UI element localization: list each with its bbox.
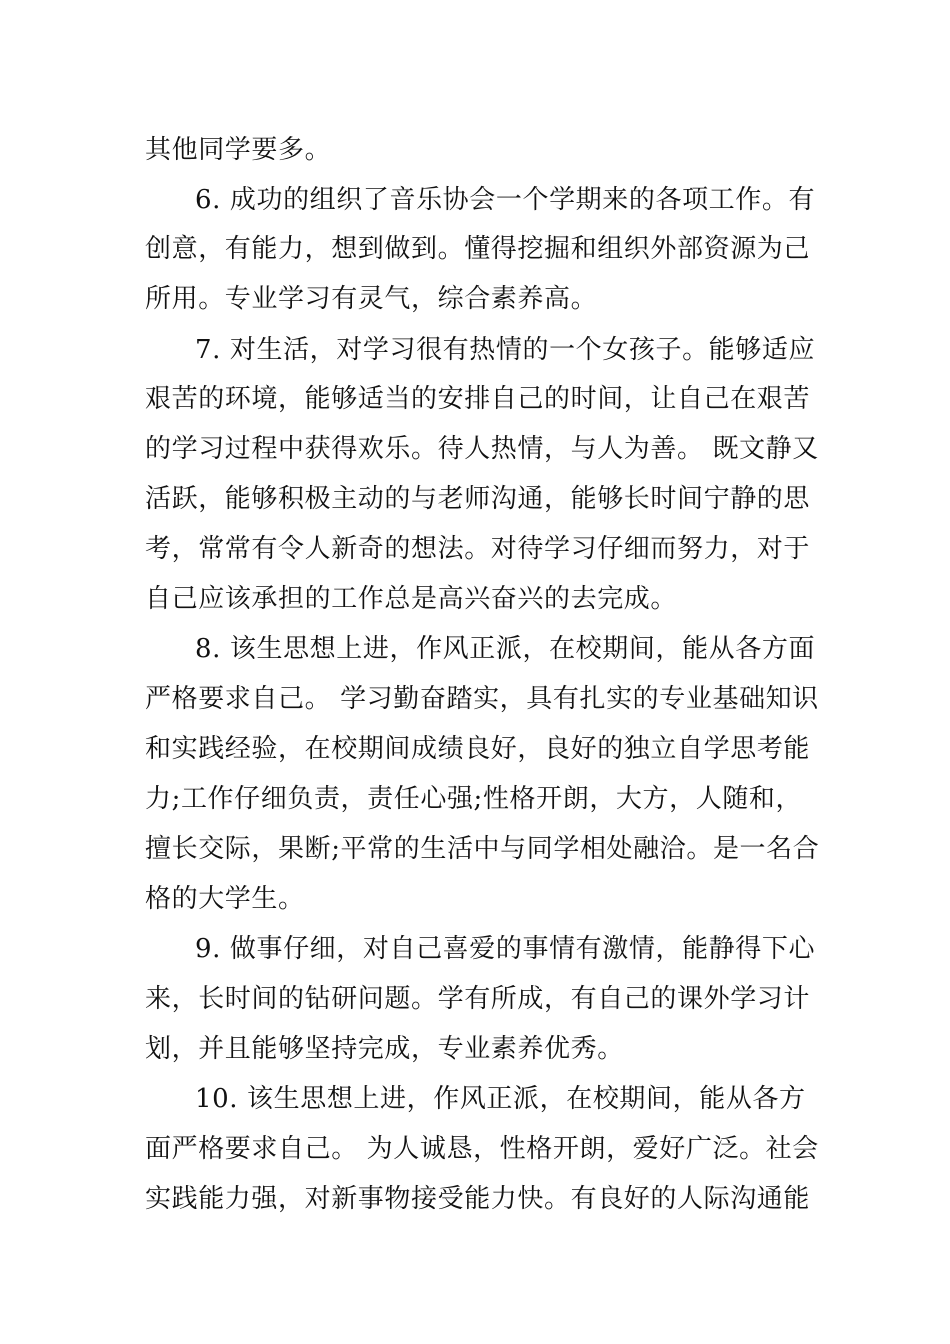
paragraph-7-line: 7. 对生活，对学习很有热情的一个女孩子。能够适应 bbox=[195, 335, 816, 365]
paragraph-8-line: 8. 该生思想上进，作风正派，在校期间，能从各方面 bbox=[195, 634, 816, 664]
text-line: 严格要求自己。 学习勤奋踏实，具有扎实的专业基础知识 bbox=[145, 684, 819, 714]
text-line: 擅长交际，果断;平常的生活中与同学相处融洽。是一名合 bbox=[145, 834, 820, 864]
text-line: 自己应该承担的工作总是高兴奋兴的去完成。 bbox=[145, 584, 678, 614]
text-line: 的学习过程中获得欢乐。待人热情，与人为善。 既文静又 bbox=[145, 434, 819, 464]
text-line: 其他同学要多。 bbox=[145, 135, 332, 165]
text-line: 格的大学生。 bbox=[145, 884, 305, 914]
paragraph-10-line: 10. 该生思想上进，作风正派，在校期间，能从各方 bbox=[195, 1084, 806, 1114]
text-line: 面严格要求自己。 为人诚恳，性格开朗，爱好广泛。社会 bbox=[145, 1134, 819, 1164]
text-line: 和实践经验，在校期间成绩良好，良好的独立自学思考能 bbox=[145, 734, 811, 764]
text-line: 力;工作仔细负责，责任心强;性格开朗，大方，人随和， bbox=[145, 784, 803, 814]
text-line: 所用。专业学习有灵气，综合素养高。 bbox=[145, 284, 598, 314]
text-line: 创意，有能力，想到做到。懂得挖掘和组织外部资源为己 bbox=[145, 234, 811, 264]
paragraph-9-line: 9. 做事仔细，对自己喜爱的事情有激情，能静得下心 bbox=[195, 934, 816, 964]
text-line: 活跃，能够积极主动的与老师沟通，能够长时间宁静的思 bbox=[145, 484, 811, 514]
text-line: 考，常常有令人新奇的想法。对待学习仔细而努力，对于 bbox=[145, 534, 811, 564]
text-line: 划，并且能够坚持完成，专业素养优秀。 bbox=[145, 1034, 624, 1064]
text-line: 实践能力强，对新事物接受能力快。有良好的人际沟通能 bbox=[145, 1184, 811, 1214]
text-line: 来，长时间的钻研问题。学有所成，有自己的课外学习计 bbox=[145, 984, 811, 1014]
text-line: 艰苦的环境，能够适当的安排自己的时间，让自己在艰苦 bbox=[145, 384, 811, 414]
paragraph-6-line: 6. 成功的组织了音乐协会一个学期来的各项工作。有 bbox=[195, 185, 816, 215]
